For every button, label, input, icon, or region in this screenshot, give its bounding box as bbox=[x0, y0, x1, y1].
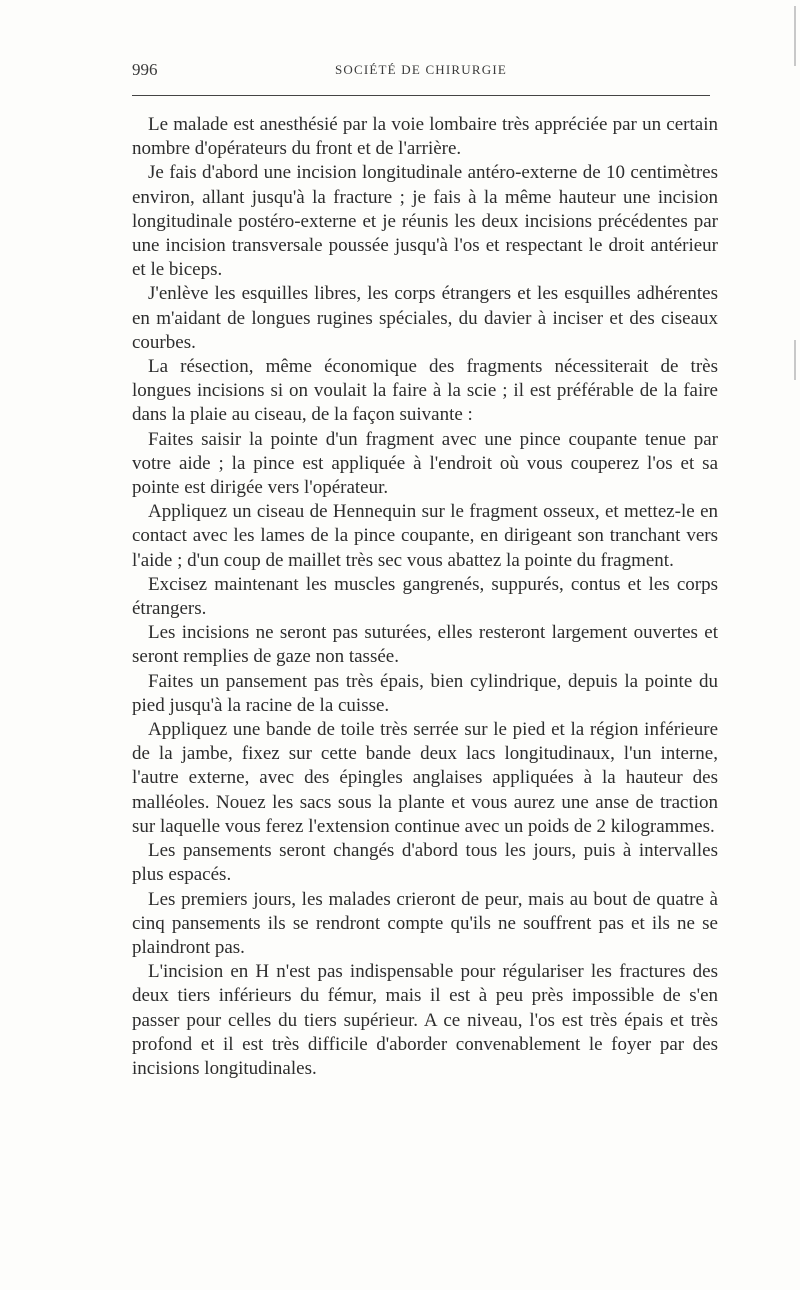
body-text bbox=[132, 113, 718, 1081]
running-head: SOCIÉTÉ DE CHIRURGIE bbox=[334, 62, 508, 77]
paragraph: Les pansements seront changés d'abord tous les jours, puis à intervalles plus espacés. bbox=[132, 840, 718, 886]
paragraph: Appliquez un ciseau de Hennequin sur le fragment osseux, et mettez-le en contact avec les lames de la pince coupante, en dirigeant son tranchant vers l'aide ; d'un coup de maillet très sec vous abattez la pointe du fragment. bbox=[132, 501, 718, 571]
page-header bbox=[132, 60, 710, 86]
paragraph: La résection, même économique des fragments nécessiterait de très longues incisions si on voulait la faire à la scie ; il est préférable de la faire dans la plaie au ciseau, de la façon suivante : bbox=[132, 356, 718, 426]
paragraph: Le malade est anesthésié par la voie lombaire très appréciée par un certain nombre d'opérateurs du front et de l'arrière. bbox=[132, 114, 718, 160]
paragraph: Les incisions ne seront pas suturées, elles resteront largement ouvertes et seront remplies de gaze non tassée. bbox=[132, 622, 718, 668]
page-number: 996 bbox=[132, 60, 158, 79]
header-rule bbox=[132, 95, 710, 96]
paragraph: Je fais d'abord une incision longitudinale antéro-externe de 10 centimètres environ, allant jusqu'à la fracture ; je fais à la même hauteur une incision longitudinale postéro-externe et je réunis les deux incisions précédentes par une incision transversale poussée jusqu'à l'os et respectant le droit antérieur et le biceps. bbox=[132, 162, 718, 281]
scan-edge-mark bbox=[794, 340, 796, 380]
paragraph: Excisez maintenant les muscles gangrenés, suppurés, contus et les corps étrangers. bbox=[132, 573, 718, 620]
paragraph: Les premiers jours, les malades crieront de peur, mais au bout de quatre à cinq pansements ils se rendront compte qu'ils ne souffrent pas et ils ne se plaindront pas. bbox=[132, 888, 718, 958]
paragraph: Faites saisir la pointe d'un fragment avec une pince coupante tenue par votre aide ; la pince est appliquée à l'endroit où vous couperez l'os et sa pointe est dirigée vers l'opérateur. bbox=[132, 428, 718, 499]
paragraph: L'incision en H n'est pas indispensable pour régulariser les fractures des deux tiers inférieurs du fémur, mais il est à peu près impossible de s'en passer pour celles du tiers supérieur. A ce niveau, l'os est très épais et très profond et il est très difficile d'aborder convenablement le foyer par des incisions longitudinales. bbox=[132, 961, 718, 1079]
paragraph: J'enlève les esquilles libres, les corps étrangers et les esquilles adhérentes en m'aidant de longues rugines spéciales, du davier à inciser et des ciseaux courbes. bbox=[132, 283, 718, 353]
paragraph: Appliquez une bande de toile très serrée sur le pied et la région inférieure de la jambe, fixez sur cette bande deux lacs longitudinaux, l'un interne, l'autre externe, avec des épingles anglaises appliquées à la hauteur des malléoles. Nouez les sacs sous la plante et vous aurez une anse de traction sur laquelle vous ferez l'extension continue avec un poids de 2 kilogrammes. bbox=[132, 719, 718, 837]
paragraph: Faites un pansement pas très épais, bien cylindrique, depuis la pointe du pied jusqu'à la racine de la cuisse. bbox=[132, 670, 718, 716]
scan-edge-mark bbox=[794, 6, 796, 66]
